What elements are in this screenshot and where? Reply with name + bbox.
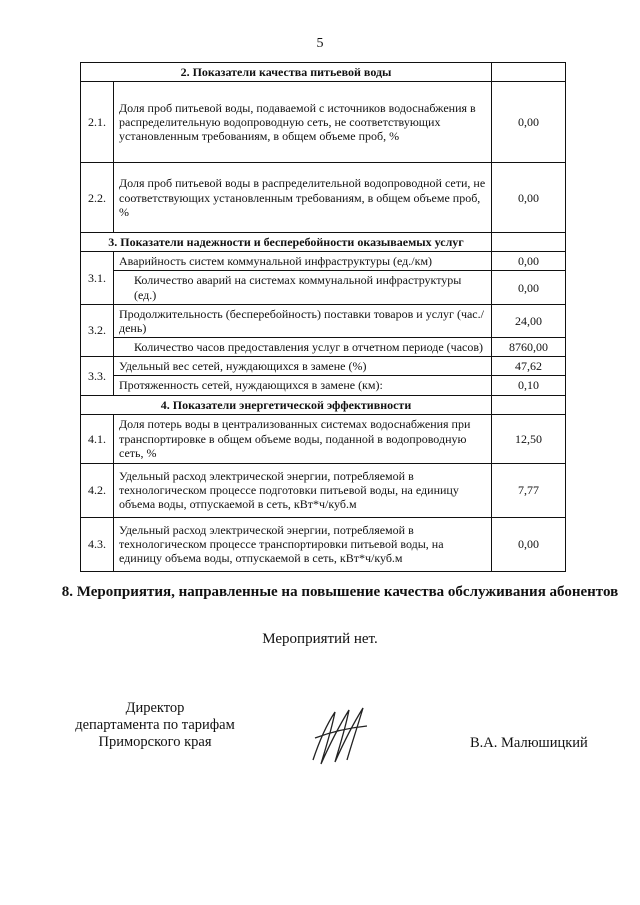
no-measures-text: Мероприятий нет. bbox=[262, 631, 378, 647]
row-description: Доля проб питьевой воды в распределительной водопроводной сети, не соответствующих установленным требованиям, в общем объеме проб, % bbox=[114, 163, 492, 233]
row-description: Удельный расход электрической энергии, потребляемой в технологическом процессе подготовки питьевой воды, на единицу объема воды, отпускаемой в сеть, кВт*ч/куб.м bbox=[114, 463, 492, 517]
section-3-header-row bbox=[81, 233, 566, 252]
table-row bbox=[81, 414, 566, 463]
row-number: 4.1. bbox=[81, 414, 114, 463]
row-description: Продолжительность (бесперебойность) поставки товаров и услуг (час./день) bbox=[114, 304, 492, 337]
signer-line-3: Приморского края bbox=[98, 734, 212, 750]
row-number: 2.1. bbox=[81, 82, 114, 163]
signer-title bbox=[60, 700, 250, 751]
section-3-title: 3. Показатели надежности и бесперебойности оказываемых услуг bbox=[81, 233, 492, 252]
row-description: Удельный вес сетей, нуждающихся в замене (%) bbox=[114, 357, 492, 376]
row-number: 4.3. bbox=[81, 517, 114, 571]
table-row bbox=[81, 357, 566, 376]
table-row bbox=[81, 82, 566, 163]
row-description: Аварийность систем коммунальной инфраструктуры (ед./км) bbox=[114, 252, 492, 271]
section-8-heading: 8. Мероприятия, направленные на повышение качества обслуживания абонентов bbox=[61, 584, 619, 600]
table-row bbox=[81, 376, 566, 395]
table-row bbox=[81, 338, 566, 357]
row-number: 2.2. bbox=[81, 163, 114, 233]
table-row bbox=[81, 517, 566, 571]
row-number: 4.2. bbox=[81, 463, 114, 517]
row-description: Протяженность сетей, нуждающихся в замене (км): bbox=[114, 376, 492, 395]
table-row bbox=[81, 463, 566, 517]
signer-line-1: Директор bbox=[125, 700, 185, 716]
row-description: Количество часов предоставления услуг в отчетном периоде (часов) bbox=[114, 338, 492, 357]
row-value: 8760,00 bbox=[492, 338, 566, 357]
table-row bbox=[81, 304, 566, 337]
row-value: 47,62 bbox=[492, 357, 566, 376]
signer-name: В.А. Малюшицкий bbox=[470, 735, 588, 751]
quality-indicators-table bbox=[80, 62, 566, 572]
row-number: 3.2. bbox=[81, 304, 114, 356]
table-row bbox=[81, 163, 566, 233]
row-description: Доля потерь воды в централизованных системах водоснабжения при транспортировке в общем объеме воды, поданной в водопроводную сеть, % bbox=[114, 414, 492, 463]
row-number: 3.3. bbox=[81, 357, 114, 395]
row-value: 0,00 bbox=[492, 517, 566, 571]
section-4-header-row bbox=[81, 395, 566, 414]
row-value: 12,50 bbox=[492, 414, 566, 463]
row-value: 24,00 bbox=[492, 304, 566, 337]
row-value: 7,77 bbox=[492, 463, 566, 517]
signer-line-2: департамента по тарифам bbox=[75, 717, 235, 733]
row-value: 0,00 bbox=[492, 163, 566, 233]
row-value: 0,00 bbox=[492, 82, 566, 163]
page-number: 5 bbox=[316, 36, 324, 51]
row-description: Удельный расход электрической энергии, потребляемой в технологическом процессе транспортировки питьевой воды, на единицу объема воды, отпускаемой в сеть, кВт*ч/куб.м bbox=[114, 517, 492, 571]
empty-cell bbox=[492, 63, 566, 82]
section-4-title: 4. Показатели энергетической эффективности bbox=[81, 395, 492, 414]
signature-image bbox=[305, 702, 375, 772]
row-value: 0,00 bbox=[492, 252, 566, 271]
empty-cell bbox=[492, 233, 566, 252]
row-value: 0,10 bbox=[492, 376, 566, 395]
row-description: Количество аварий на системах коммунальной инфраструктуры (ед.) bbox=[114, 271, 492, 304]
section-2-header-row bbox=[81, 63, 566, 82]
row-value: 0,00 bbox=[492, 271, 566, 304]
row-description: Доля проб питьевой воды, подаваемой с источников водоснабжения в распределительную водопроводную сеть, не соответствующих установленным требованиям, в общем объеме проб, % bbox=[114, 82, 492, 163]
section-2-title: 2. Показатели качества питьевой воды bbox=[81, 63, 492, 82]
row-number: 3.1. bbox=[81, 252, 114, 304]
empty-cell bbox=[492, 395, 566, 414]
table-row bbox=[81, 252, 566, 271]
table-row bbox=[81, 271, 566, 304]
